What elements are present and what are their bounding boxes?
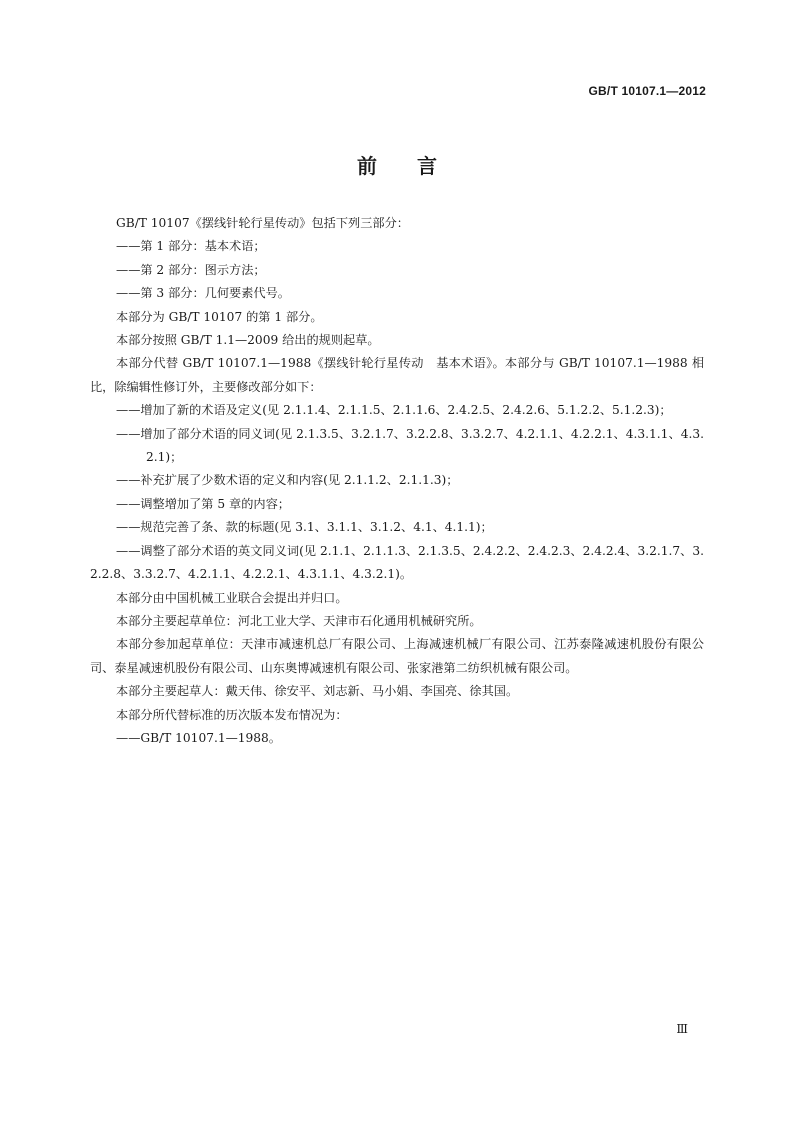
- paragraph: 本部分代替 GB/T 10107.1—1988《摆线针轮行星传动 基本术语》。本部分与 GB/T 10107.1—1988 相比，除编辑性修订外，主要修改部分如下：: [90, 356, 704, 394]
- list-item: ——调整增加了第 5 章的内容；: [116, 496, 290, 511]
- page-number: Ⅲ: [676, 1022, 688, 1036]
- paragraph: 本部分由中国机械工业联合会提出并归口。: [116, 590, 348, 605]
- page-title: 前言: [357, 154, 477, 178]
- paragraph: GB/T 10107《摆线针轮行星传动》包括下列三部分：: [116, 216, 409, 230]
- list-item: ——第 2 部分：图示方法；: [116, 262, 266, 277]
- paragraph: 本部分为 GB/T 10107 的第 1 部分。: [116, 309, 323, 324]
- paragraph: 本部分主要起草人：戴天伟、徐安平、刘志新、马小娟、李国亮、徐其国。: [116, 684, 519, 699]
- list-item: ——第 3 部分：几何要素代号。: [116, 286, 290, 301]
- standard-code-header: GB/T 10107.1—2012: [588, 84, 706, 98]
- list-item: ——GB/T 10107.1—1988。: [116, 730, 281, 745]
- list-item: ——补充扩展了少数术语的定义和内容(见 2.1.1.2、2.1.1.3)；: [116, 473, 459, 488]
- list-item: ——规范完善了条、款的标题(见 3.1、3.1.1、3.1.2、4.1、4.1.1)；: [116, 520, 493, 535]
- paragraph: 本部分按照 GB/T 1.1—2009 给出的规则起草。: [116, 333, 380, 348]
- foreword-body: [90, 212, 704, 750]
- list-item: ——增加了新的术语及定义(见 2.1.1.4、2.1.1.5、2.1.1.6、2.4.2.5、2.4.2.6、5.1.2.2、5.1.2.3)；: [116, 403, 672, 418]
- list-item: ——增加了部分术语的同义词(见 2.1.3.5、3.2.1.7、3.2.2.8、3.3.2.7、4.2.1.1、4.2.2.1、4.3.1.1、4.3.2.1)；: [116, 426, 704, 465]
- list-item: ——第 1 部分：基本术语；: [116, 239, 266, 254]
- paragraph: 本部分主要起草单位：河北工业大学、天津市石化通用机械研究所。: [116, 613, 482, 628]
- list-item: ——调整了部分术语的英文同义词(见 2.1.1、2.1.1.3、2.1.3.5、2.4.2.2、2.4.2.3、2.4.2.4、3.2.1.7、3.2.2.8、3.3.2.7、4.2.1.1、4.2.2.1、4.3.1.1、4.3.2.1)。: [90, 543, 704, 582]
- paragraph: 本部分所代替标准的历次版本发布情况为：: [116, 707, 348, 722]
- paragraph: 本部分参加起草单位：天津市减速机总厂有限公司、上海减速机械厂有限公司、江苏泰隆减速机股份有限公司、泰星减速机股份有限公司、山东奥博减速机有限公司、张家港第二纺织机械有限公司。: [90, 637, 704, 675]
